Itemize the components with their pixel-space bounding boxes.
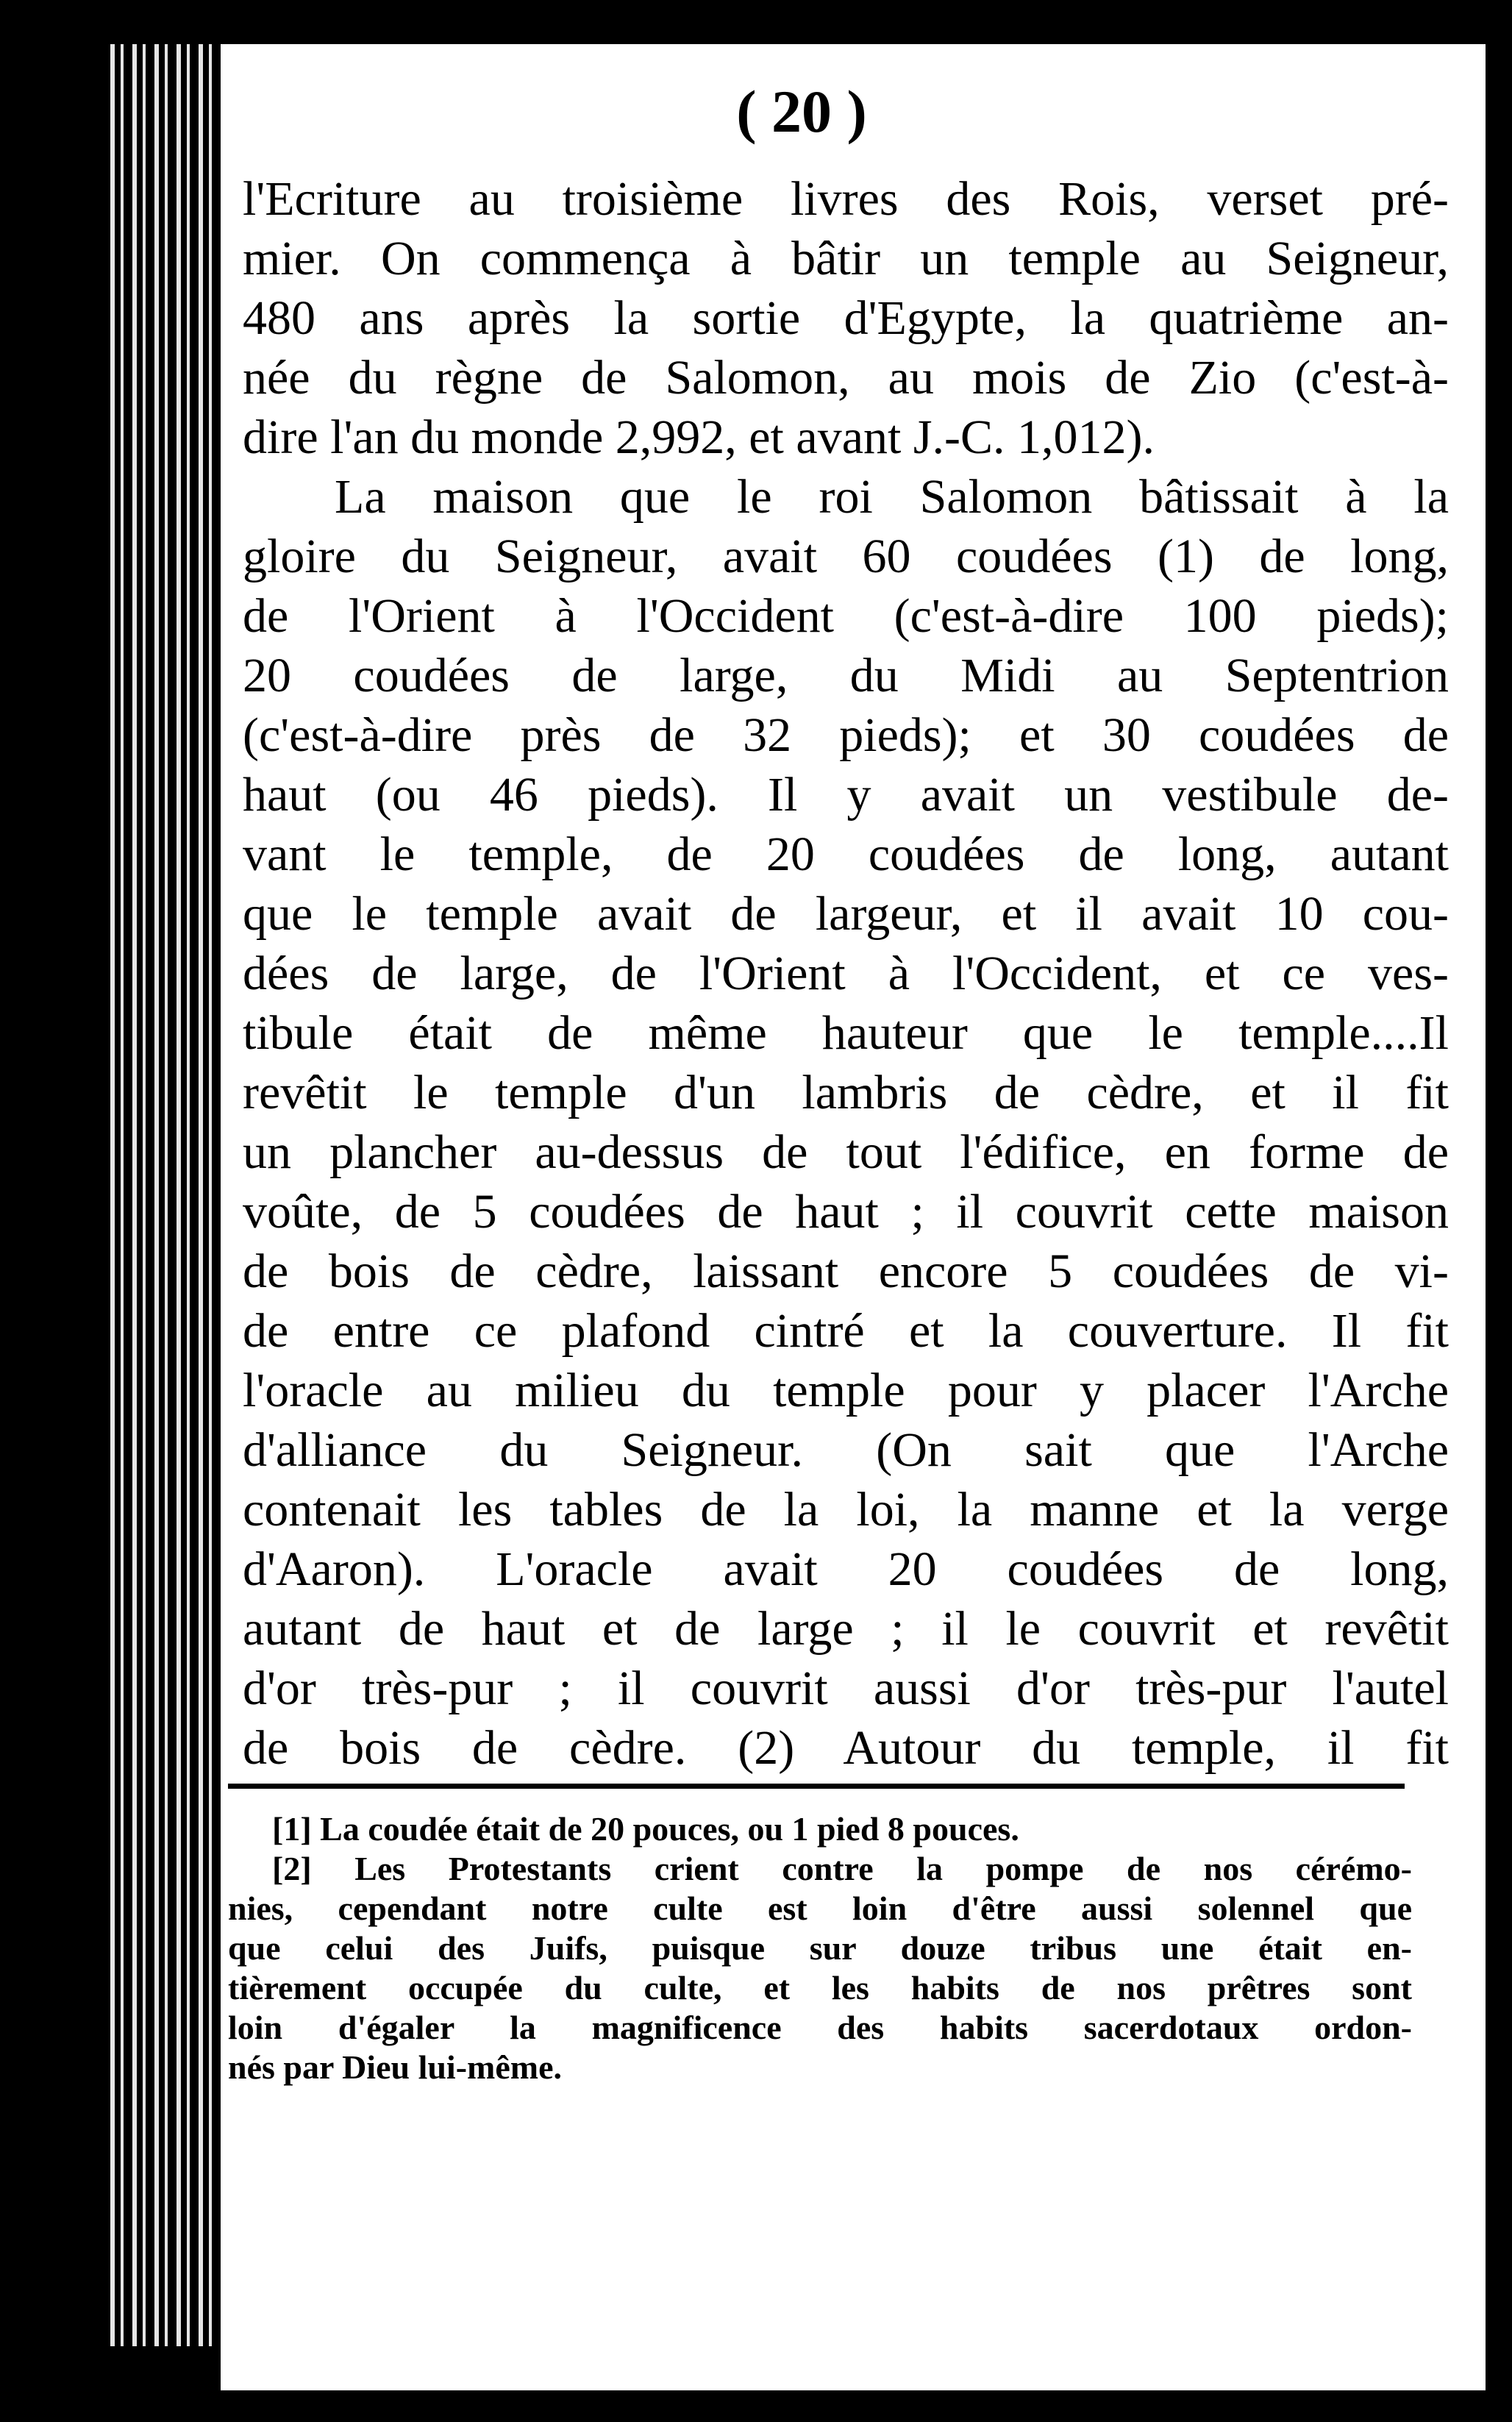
text-line: un plancher au-dessus de tout l'édifice, en forme de (243, 1125, 1449, 1179)
text-line: dire l'an du monde 2,992, et avant J.-C. 1,012). (243, 410, 1155, 464)
text-line: tibule était de même hauteur que le temple....Il (243, 1006, 1449, 1060)
text-line: d'Aaron). L'oracle avait 20 coudées de long, (243, 1542, 1449, 1596)
paragraph-start-line: La maison que le roi Salomon bâtissait à la (335, 470, 1449, 524)
text-line: contenait les tables de la loi, la manne et la verge (243, 1483, 1449, 1536)
text-line: autant de haut et de large ; il le couvrit et revêtit (243, 1602, 1449, 1656)
text-line: d'alliance du Seigneur. (On sait que l'Arche (243, 1423, 1449, 1477)
text-line: l'Ecriture au troisième livres des Rois, verset pré- (243, 172, 1449, 226)
text-line: gloire du Seigneur, avait 60 coudées (1) de long, (243, 530, 1449, 583)
text-line: de l'Orient à l'Occident (c'est-à-dire 100 pieds); (243, 589, 1449, 643)
text-line: dées de large, de l'Orient à l'Occident, et ce ves- (243, 947, 1449, 1000)
text-line: 20 coudées de large, du Midi au Septentrion (243, 649, 1449, 702)
page-number: ( 20 ) (736, 78, 867, 145)
text-line: d'or très-pur ; il couvrit aussi d'or très-pur l'autel (243, 1661, 1449, 1715)
text-line: haut (ou 46 pieds). Il y avait un vestibule de- (243, 768, 1449, 822)
footnote-line: nés par Dieu lui-même. (228, 2048, 563, 2086)
body-text (243, 169, 1449, 1778)
footnote-divider (228, 1784, 1405, 1789)
text-line: de bois de cèdre. (2) Autour du temple, il fit (243, 1721, 1449, 1775)
footnote-line: que celui des Juifs, puisque sur douze tribus une était en- (228, 1929, 1412, 1967)
text-line: née du règne de Salomon, au mois de Zio (c'est-à- (243, 351, 1449, 405)
text-line: l'oracle au milieu du temple pour y placer l'Arche (243, 1364, 1449, 1417)
footnotes (228, 1809, 1412, 2087)
text-line: voûte, de 5 coudées de haut ; il couvrit cette maison (243, 1185, 1449, 1239)
book-spine-gutter (110, 44, 228, 2346)
text-line: de entre ce plafond cintré et la couverture. Il fit (243, 1304, 1449, 1358)
text-line: mier. On commença à bâtir un temple au Seigneur, (243, 232, 1449, 285)
footnote-line: loin d'égaler la magnificence des habits sacerdotaux ordon- (228, 2009, 1412, 2046)
text-line: revêtit le temple d'un lambris de cèdre, et il fit (243, 1066, 1449, 1119)
footnote-line: nies, cependant notre culte est loin d'être aussi solennel que (228, 1889, 1412, 1927)
footnote-1: [1] La coudée était de 20 pouces, ou 1 pied 8 pouces. (272, 1810, 1019, 1848)
text-line: vant le temple, de 20 coudées de long, autant (243, 827, 1449, 881)
footnote-line: tièrement occupée du culte, et les habits de nos prêtres sont (228, 1969, 1412, 2006)
text-line: que le temple avait de largeur, et il avait 10 cou- (243, 887, 1449, 941)
text-line: 480 ans après la sortie d'Egypte, la quatrième an- (243, 291, 1449, 345)
text-line: (c'est-à-dire près de 32 pieds); et 30 coudées de (243, 708, 1449, 762)
footnote-2: [2] Les Protestants crient contre la pompe de nos cérémo- (272, 1850, 1412, 1887)
text-line: de bois de cèdre, laissant encore 5 coudées de vi- (243, 1244, 1449, 1298)
